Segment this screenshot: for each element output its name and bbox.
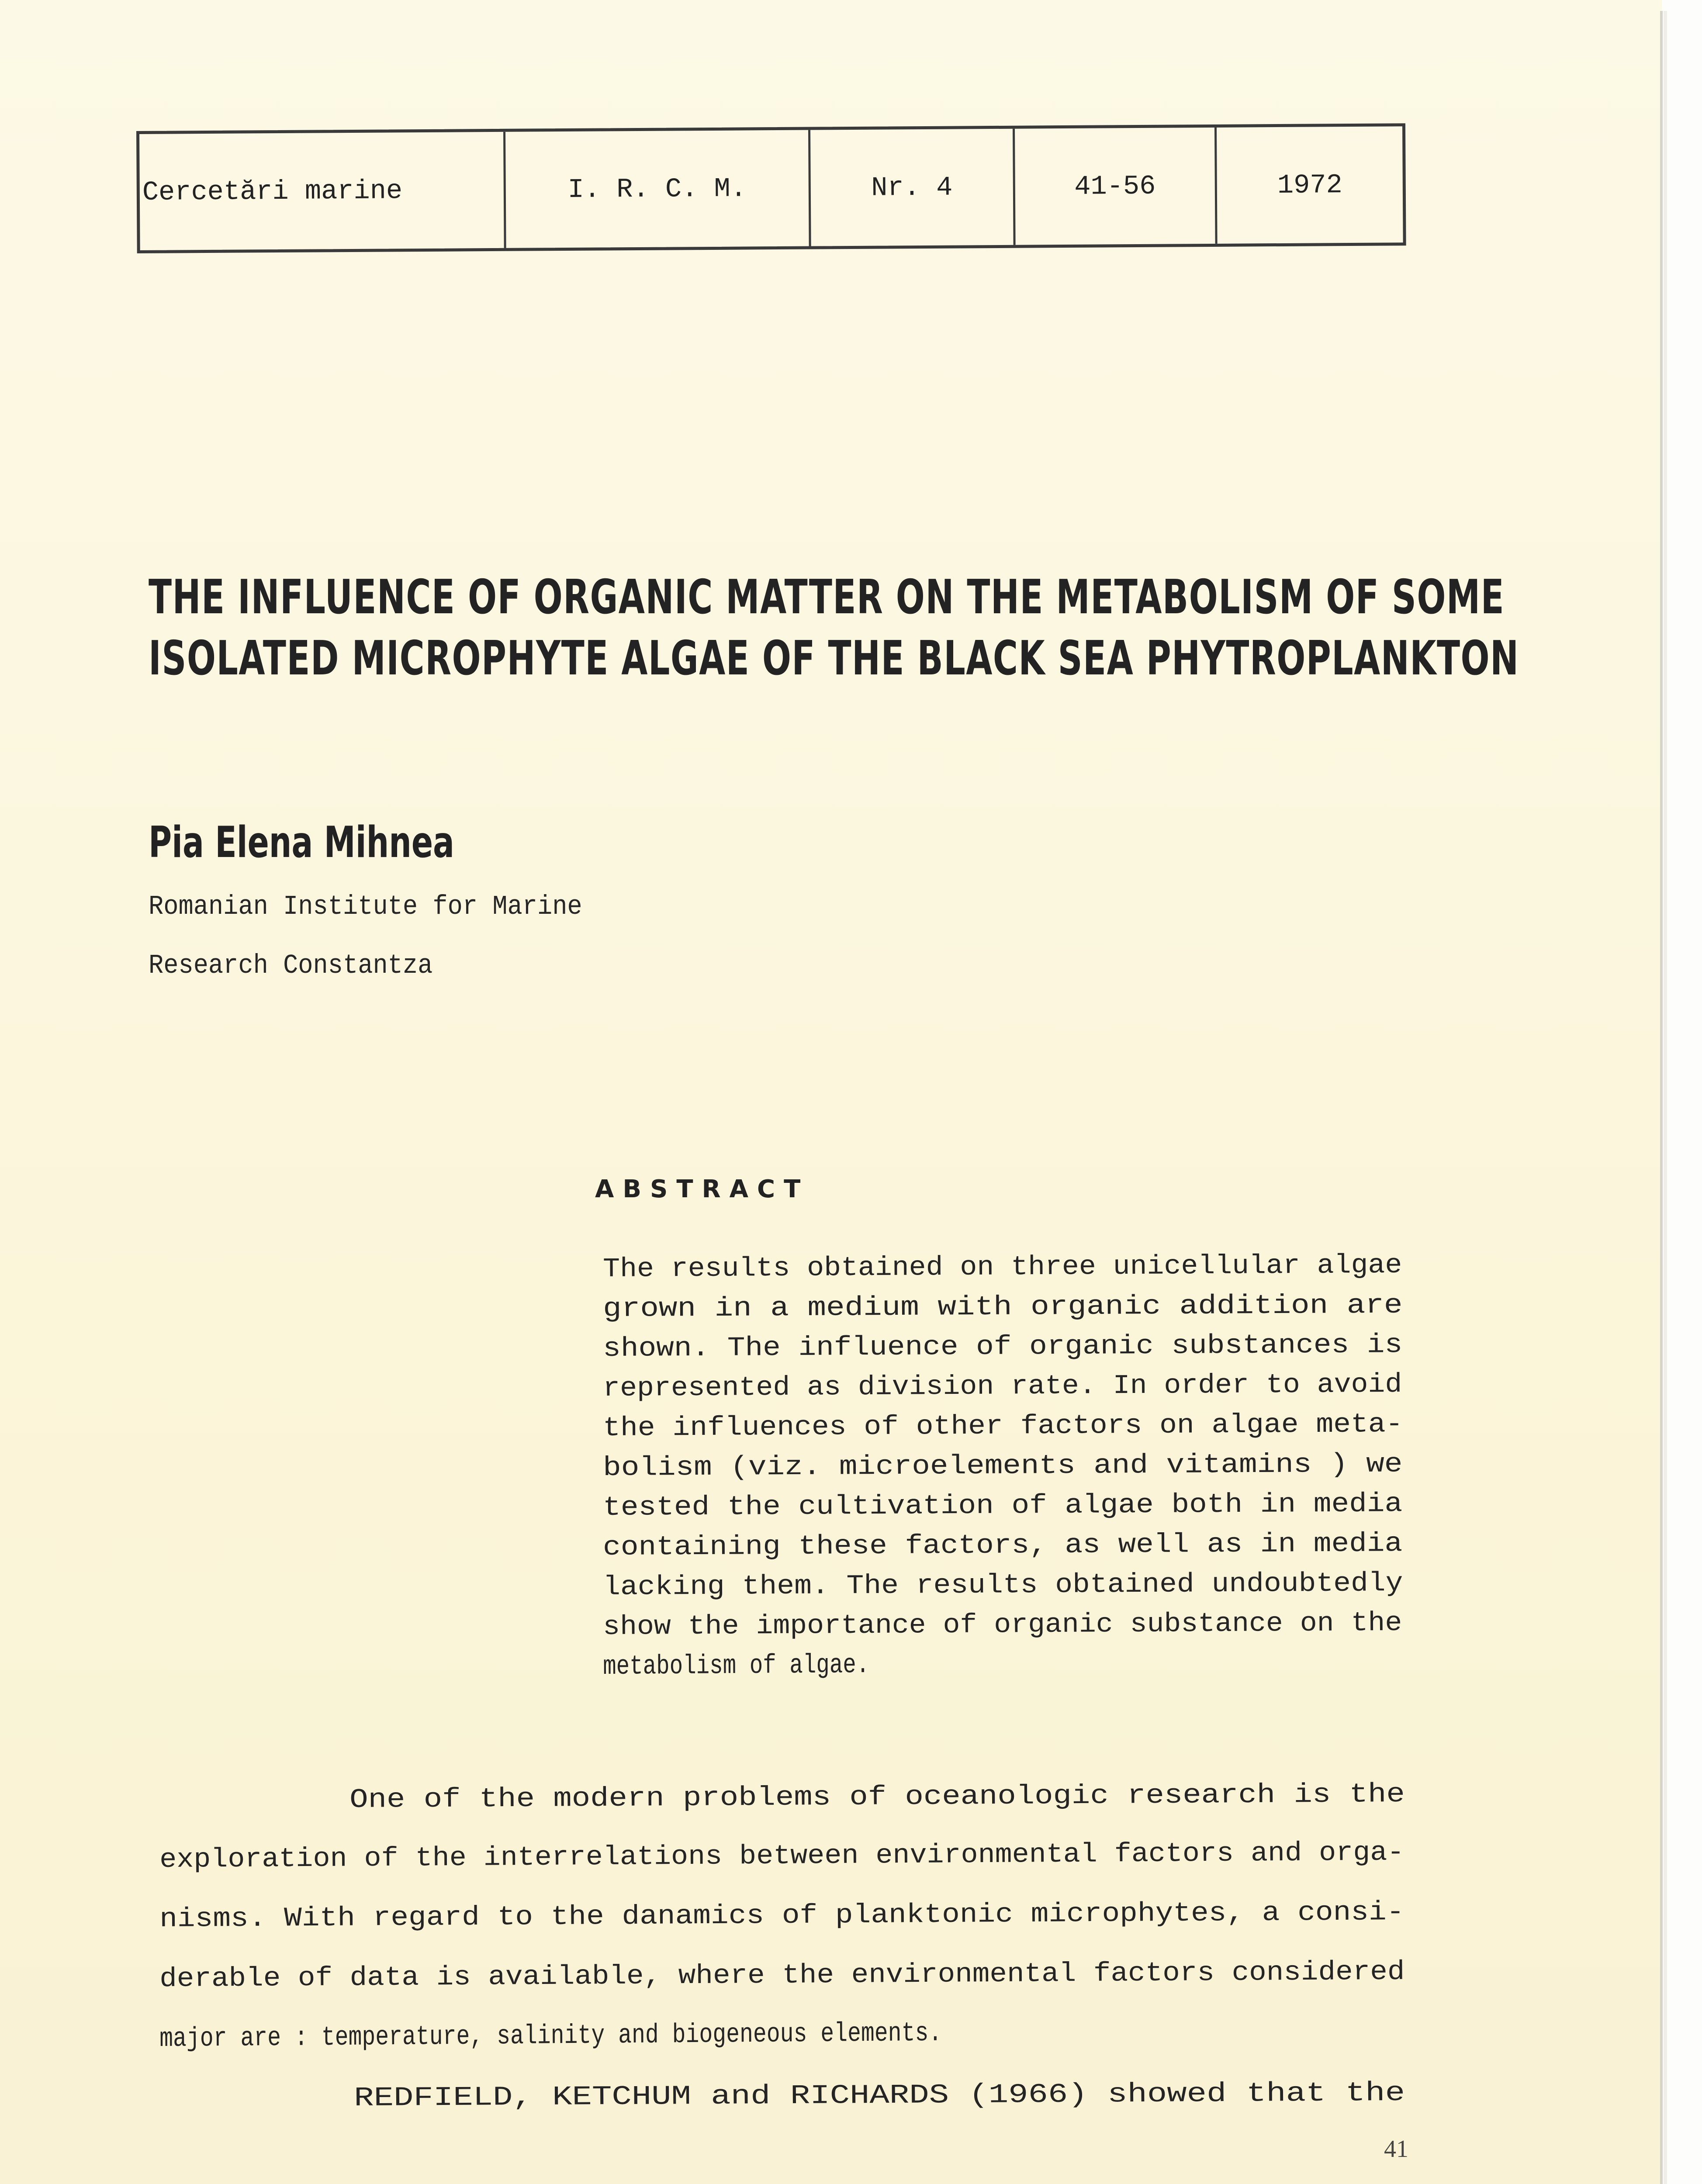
body-line: derable of data is available, where the environmental factors considered [159,1956,1405,1994]
body-line: major are : temperature, salinity and biogeneous elements. [159,2017,942,2054]
body-line: nisms. With regard to the danamics of planktonic microphytes, a consi- [159,1897,1404,1935]
author-name: Pia Elena Mihnea [149,818,454,867]
issue-number: Nr. 4 [810,129,1016,246]
paper-title-line-2: ISOLATED MICROPHYTE ALGAE OF THE BLACK SEA PHYTROPLANKTON [149,631,1519,686]
abstract-line: lacking them. The results obtained undoubtedly [603,1568,1403,1603]
body-line: exploration of the interrelations between environmental factors and orga- [159,1837,1404,1875]
page-number: 41 [1384,2136,1408,2163]
author-affiliation-line-2: Research Constantza [149,950,433,981]
abstract-line: show the importance of organic substance on the [603,1607,1402,1642]
abstract-line: shown. The influence of organic substances is [603,1329,1403,1364]
paper-title-line-1: THE INFLUENCE OF ORGANIC MATTER ON THE METABOLISM OF SOME [149,570,1505,625]
institute-abbrev: I. R. C. M. [505,130,811,248]
publication-year: 1972 [1277,169,1342,201]
abstract-line: grown in a medium with organic addition are [603,1289,1403,1324]
abstract-line: bolism (viz. microelements and vitamins ) we [603,1448,1403,1483]
page-edge-shadow [1660,11,1663,2184]
body-line: One of the modern problems of oceanologic research is the [349,1779,1405,1815]
abstract-line: represented as division rate. In order to avoid [603,1368,1402,1404]
body-line: REDFIELD, KETCHUM and RICHARDS (1966) showed that the [354,2077,1405,2114]
abstract-line: The results obtained on three unicellular algae [603,1249,1402,1285]
abstract-line: containing these factors, as well as in media [603,1528,1403,1563]
page-edge-highlight [1664,11,1667,2184]
journal-header-table [136,123,1406,253]
abstract-heading: ABSTRACT [595,1175,809,1203]
page-range: 41-56 [1015,128,1218,245]
journal-name: Cercetări marine [139,132,506,250]
abstract-line: the influences of other factors on algae meta- [603,1409,1403,1444]
abstract-line: metabolism of algae. [603,1649,870,1682]
abstract-line: tested the cultivation of algae both in media [603,1488,1403,1523]
author-affiliation-line-1: Romanian Institute for Marine [149,891,582,922]
